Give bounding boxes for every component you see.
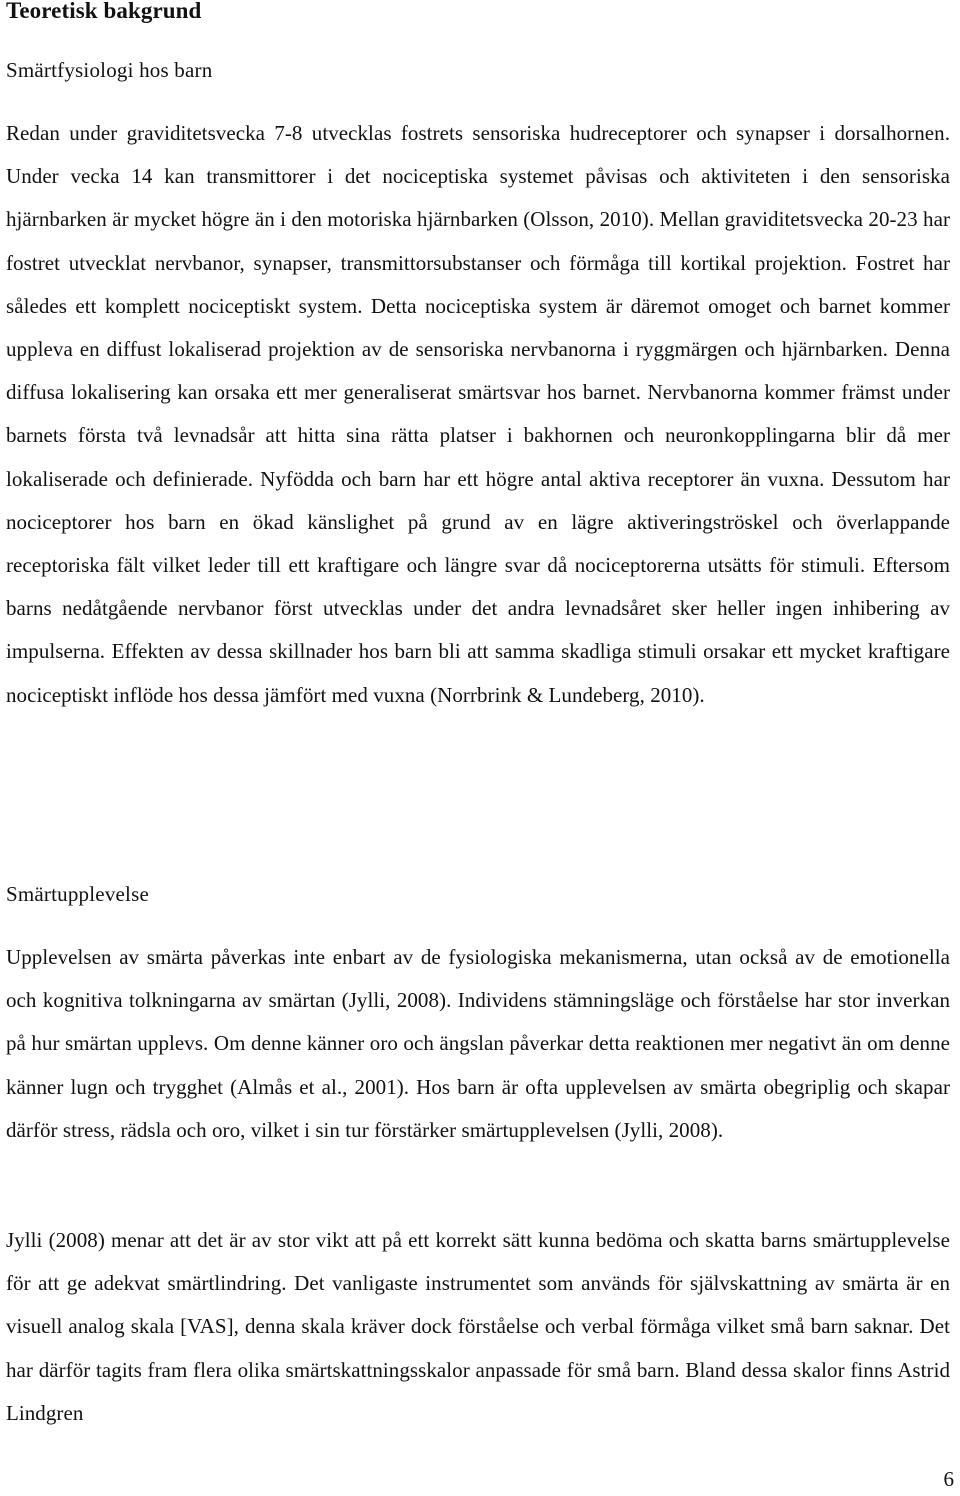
paragraph-smartupplevelse-1: Upplevelsen av smärta påverkas inte enbart av de fysiologiska mekanismerna, utan också av de emotionella och kognitiva tolkningarna av smärtan (Jylli, 2008). Individens stämningsläge och förståelse har stor inverkan på hur smärtan upplevs. Om denne känner oro och ängslan påverkar detta reaktionen mer negativt än om denne känner lugn och trygghet (Almås et al., 2001). Hos barn är ofta upplevelsen av smärta obegriplig och skapar därför stress, rädsla och oro, vilket i sin tur förstärker smärtupplevelsen (Jylli, 2008). [6,945,950,1142]
paragraph-smartupplevelse-2: Jylli (2008) menar att det är av stor vikt att på ett korrekt sätt kunna bedöma och skatta barns smärtupplevelse för att ge adekvat smärtlindring. Det vanligaste instrumentet som används för självskattning av smärta är en visuell analog skala [VAS], denna skala kräver dock förståelse och verbal förmåga vilket små barn saknar. Det har därför tagits fram flera olika smärtskattningsskalor anpassade för små barn. Bland dessa skalor finns Astrid Lindgren [6,1228,950,1425]
section-title: Teoretisk bakgrund [6,0,202,23]
subsection-title-smartfysiologi: Smärtfysiologi hos barn [6,58,213,82]
paragraph-smartfysiologi: Redan under graviditetsvecka 7-8 utvecklas fostrets sensoriska hudreceptorer och synapser i dorsalhornen. Under vecka 14 kan transmittorer i det nociceptiska systemet påvisas och aktiviteten i den sensoriska hjärnbarken är mycket högre än i den motoriska hjärnbarken (Olsson, 2010). Mellan graviditetsvecka 20-23 har fostret utvecklat nervbanor, synapser, transmittorsubstanser och förmåga till kortikal projektion. Fostret har således ett komplett nociceptiskt system. Detta nociceptiska system är däremot omoget och barnet kommer uppleva en diffust lokaliserad projektion av de sensoriska nervbanorna i ryggmärgen och hjärnbarken. Denna diffusa lokalisering kan orsaka ett mer generaliserat smärtsvar hos barnet. Nervbanorna kommer främst under barnets första två levnadsår att hitta sina rätta platser i bakhornen och neuronkopplingarna blir då mer lokaliserade och definierade. Nyfödda och barn har ett högre antal aktiva receptorer än vuxna. Dessutom har nociceptorer hos barn en ökad känslighet på grund av en lägre aktiveringströskel och överlappande receptoriska fält vilket leder till ett kraftigare och längre svar då nociceptorerna utsätts för stimuli. Eftersom barns nedåtgående nervbanor först utvecklas under det andra levnadsåret sker heller ingen inhibering av impulserna. Effekten av dessa skillnader hos barn bli att samma skadliga stimuli orsakar ett mycket kraftigare nociceptiskt inflöde hos dessa jämfört med vuxna (Norrbrink & Lundeberg, 2010). [6,121,950,707]
subsection-title-smartupplevelse: Smärtupplevelse [6,882,149,906]
page-number: 6 [943,1467,954,1491]
